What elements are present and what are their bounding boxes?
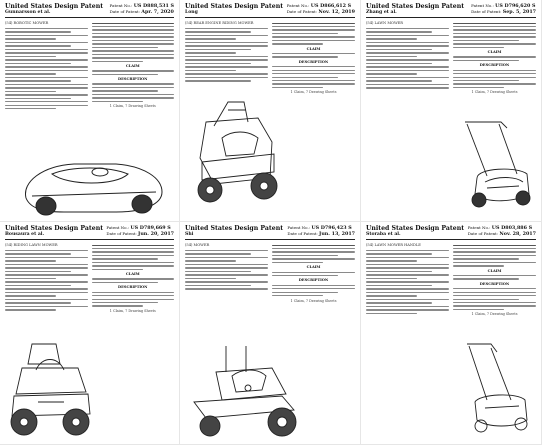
patent-date-label: Date of Patent: xyxy=(106,231,137,237)
patent-number: US D796,620 S xyxy=(495,3,536,9)
description-heading: DESCRIPTION xyxy=(118,77,148,82)
references-column xyxy=(92,242,175,442)
patent-page xyxy=(0,0,180,222)
claim-heading: CLAIM xyxy=(487,50,502,55)
patent-inventor: Zhang et al. xyxy=(366,10,397,15)
patent-page xyxy=(361,222,542,445)
patent-header xyxy=(5,225,174,240)
description-heading: DESCRIPTION xyxy=(479,281,510,286)
description-heading: DESCRIPTION xyxy=(298,59,329,64)
patent-no-label: Patent No.: xyxy=(109,3,133,8)
patent-header xyxy=(185,3,355,18)
patent-number: US D789,669 S xyxy=(130,225,171,231)
patent-header-title: United States Design Patent xyxy=(185,225,284,232)
bibliographic-column xyxy=(366,20,449,220)
patent-header xyxy=(5,3,174,18)
patent-date: Jun. 13, 2017 xyxy=(319,231,355,238)
patent-number: US D888,531 S xyxy=(133,3,174,9)
patent-header-title: United States Design Patent xyxy=(5,225,104,232)
patent-title-field: (54) LAWN MOWER HANDLE xyxy=(366,243,421,248)
patent-page xyxy=(180,0,361,222)
zero-turn-mower-drawing xyxy=(186,342,306,442)
patent-title-field: (54) RIDING LAWN MOWER xyxy=(5,243,58,248)
patent-page xyxy=(180,222,361,445)
handle-mower-drawing xyxy=(461,340,537,442)
patent-inventor: Bousaura et al. xyxy=(5,232,45,237)
claims-sheets-note: 1 Claim, 7 Drawing Sheets xyxy=(471,90,518,95)
patent-header-title: United States Design Patent xyxy=(5,3,104,10)
patent-header xyxy=(366,225,536,240)
patent-number: US D866,612 S xyxy=(310,3,352,9)
patent-date: Sep. 5, 2017 xyxy=(502,9,536,16)
riding-mower-drawing xyxy=(188,92,282,212)
patent-header xyxy=(185,225,355,240)
tractor-mower-drawing xyxy=(6,334,94,440)
patent-date-label: Date of Patent: xyxy=(471,9,502,15)
patent-date: Jun. 20, 2017 xyxy=(138,231,174,238)
patent-no-label: Patent No.: xyxy=(287,225,311,230)
patent-title-field: (54) LAWN MOWER xyxy=(366,21,403,26)
patent-inventor: Gunnarsson et al. xyxy=(5,10,51,15)
patent-date-label: Date of Patent: xyxy=(109,9,141,15)
patent-page xyxy=(361,0,542,222)
claims-sheets-note: 1 Claim, 7 Drawing Sheets xyxy=(109,308,156,313)
references-column xyxy=(272,20,355,220)
patent-date: Nov. 28, 2017 xyxy=(499,231,536,238)
patent-date: Apr. 7, 2020 xyxy=(141,9,174,16)
patent-header-title: United States Design Patent xyxy=(366,225,465,232)
description-heading: DESCRIPTION xyxy=(479,63,510,68)
claim-heading: CLAIM xyxy=(125,64,140,69)
bibliographic-column xyxy=(366,242,449,442)
patent-header xyxy=(366,3,536,18)
patent-no-label: Patent No.: xyxy=(106,225,130,230)
patent-page xyxy=(0,222,180,445)
description-heading: DESCRIPTION xyxy=(298,278,329,283)
patent-inventor: Long xyxy=(185,10,198,15)
claims-sheets-note: 1 Claim, 7 Drawing Sheets xyxy=(109,104,156,109)
patent-date-label: Date of Patent: xyxy=(286,9,318,15)
claim-heading: CLAIM xyxy=(487,268,502,273)
claims-sheets-note: 1 Claim, 7 Drawing Sheets xyxy=(471,312,518,317)
patent-no-label: Patent No.: xyxy=(286,3,310,8)
push-mower-drawing xyxy=(457,118,537,218)
robotic-mower-drawing xyxy=(12,152,172,220)
patent-title-field: (54) MOWER xyxy=(185,243,210,248)
patent-inventor: Shi xyxy=(185,232,194,237)
claim-heading: CLAIM xyxy=(306,265,321,270)
claims-sheets-note: 1 Claim, 7 Drawing Sheets xyxy=(290,298,337,303)
patent-title-field: (54) ROBOTIC MOWER xyxy=(5,21,49,26)
patent-date-label: Date of Patent: xyxy=(287,231,318,237)
claim-heading: CLAIM xyxy=(125,272,140,277)
patent-title-field: (54) REAR ENGINE RIDING MOWER xyxy=(185,21,254,26)
patent-no-label: Patent No.: xyxy=(471,3,494,8)
patent-number: US D796,423 S xyxy=(311,225,352,231)
patent-date: Nov. 12, 2019 xyxy=(318,9,355,16)
description-heading: DESCRIPTION xyxy=(118,285,148,290)
patent-inventor: Storaba et al. xyxy=(366,232,401,237)
patent-header-title: United States Design Patent xyxy=(185,3,284,10)
claims-sheets-note: 1 Claim, 7 Drawing Sheets xyxy=(290,90,337,95)
patent-no-label: Patent No.: xyxy=(467,225,491,230)
patent-date-label: Date of Patent: xyxy=(467,231,499,237)
patent-header-title: United States Design Patent xyxy=(366,3,465,10)
claim-heading: CLAIM xyxy=(306,46,321,51)
patent-number: US D803,886 S xyxy=(491,225,533,231)
